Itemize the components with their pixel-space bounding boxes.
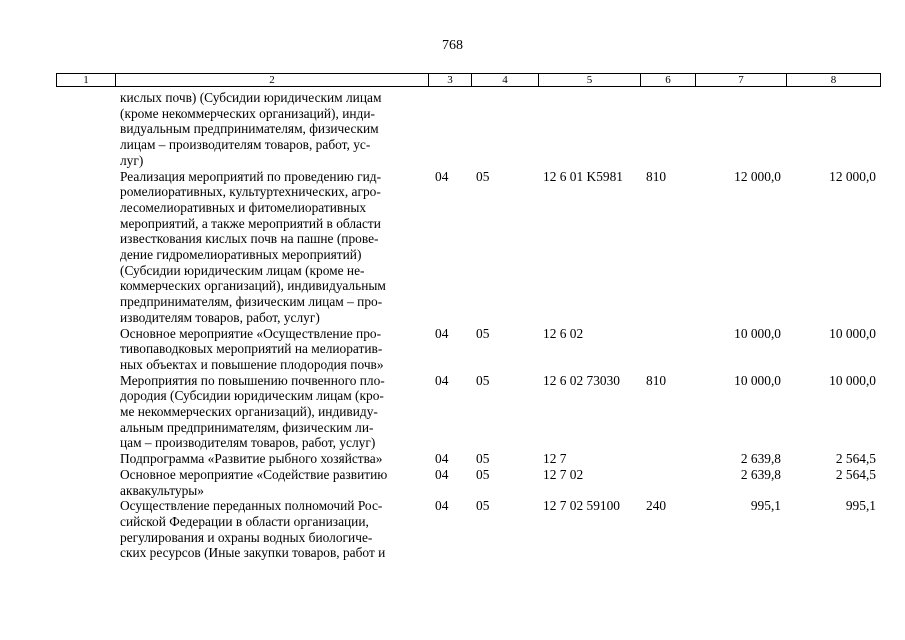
description-line: аквакультуры» [120, 482, 204, 498]
table-row [56, 498, 880, 561]
expense-type-code [640, 326, 695, 373]
amount-year-1: 12 000,0 [734, 168, 781, 184]
section-code: 04 [435, 325, 449, 341]
row-description [56, 451, 428, 467]
description-line: луг) [120, 152, 144, 168]
description-line: мероприятий, а также мероприятий в области [120, 215, 381, 231]
description-line: (кроме некоммерческих организаций), инди- [120, 105, 375, 121]
header-col-7: 7 [696, 74, 787, 87]
table-row [56, 326, 880, 373]
description-line: дородия (Субсидии юридическим лицам (кро- [120, 388, 384, 404]
description-line: дение гидромелиоративных мероприятий) [120, 247, 362, 263]
description-line: ме некоммерческих организаций), индивиду- [120, 404, 378, 420]
table-row [56, 467, 880, 498]
target-article-code: 12 7 [543, 451, 567, 467]
description-line: известкования кислых почв на пашне (прове- [120, 231, 379, 247]
section-code: 04 [435, 498, 449, 514]
amount-year-1 [695, 90, 786, 169]
amount-year-2: 10 000,0 [829, 325, 876, 341]
amount-year-2: 995,1 [845, 498, 876, 514]
amount-year-2: 2 564,5 [835, 466, 876, 482]
description-line: изводителям товаров, работ, услуг) [120, 309, 320, 325]
amount-year-2: 2 564,5 [835, 451, 876, 467]
description-line: Основное мероприятие «Содействие развитию [120, 466, 388, 482]
subsection-code: 05 [476, 168, 490, 184]
table-row [56, 373, 880, 452]
expense-type-code [640, 467, 695, 498]
page-number: 768 [442, 38, 463, 53]
description-line: коммерческих организаций), индивидуальным [120, 278, 386, 294]
description-line: ных объектах и повышение плодородия почв» [120, 356, 384, 372]
description-line: ромелиоративных, культуртехнических, агро- [120, 184, 381, 200]
description-line: Подпрограмма «Развитие рыбного хозяйства» [120, 451, 383, 467]
amount-year-1: 10 000,0 [734, 372, 781, 388]
description-line: сийской Федерации в области организации, [120, 513, 369, 529]
section-code: 04 [435, 168, 449, 184]
target-article-code: 12 6 02 73030 [543, 372, 620, 388]
description-line: кислых почв) (Субсидии юридическим лицам [120, 90, 382, 105]
amount-year-1: 2 639,8 [740, 466, 781, 482]
description-line: (Субсидии юридическим лицам (кроме не- [120, 262, 365, 278]
target-article-code [538, 90, 640, 169]
amount-year-2: 12 000,0 [829, 168, 876, 184]
header-col-3: 3 [429, 74, 472, 87]
subsection-code: 05 [476, 498, 490, 514]
section-code: 04 [435, 451, 449, 467]
budget-table [56, 90, 880, 561]
subsection-code: 05 [476, 372, 490, 388]
header-col-6: 6 [641, 74, 696, 87]
description-line: регулирования и охраны водных биологиче- [120, 529, 373, 545]
expense-type-code [640, 451, 695, 467]
expense-type-code: 810 [646, 372, 667, 388]
row-description [56, 90, 428, 169]
row-description [56, 498, 428, 561]
subsection-code: 05 [476, 451, 490, 467]
description-line: предпринимателям, физическим лицам – про- [120, 294, 383, 310]
target-article-code: 12 6 02 [543, 325, 584, 341]
table-row [56, 169, 880, 326]
amount-year-2: 10 000,0 [829, 372, 876, 388]
row-description [56, 373, 428, 452]
header-col-2: 2 [116, 74, 429, 87]
amount-year-2 [786, 90, 880, 169]
table-row [56, 90, 880, 169]
expense-type-code [640, 90, 695, 169]
header-col-5: 5 [539, 74, 641, 87]
row-description [56, 467, 428, 498]
header-col-4: 4 [472, 74, 539, 87]
description-line: цам – производителям товаров, работ, услуг) [120, 435, 376, 451]
description-line: лесомелиоративных и фитомелиоративных [120, 199, 367, 215]
table-row [56, 451, 880, 467]
subsection-code [471, 90, 538, 169]
subsection-code: 05 [476, 466, 490, 482]
description-line: лицам – производителям товаров, работ, ус- [120, 137, 371, 153]
amount-year-1: 995,1 [750, 498, 781, 514]
table-header [56, 73, 881, 87]
expense-type-code: 240 [646, 498, 667, 514]
target-article-code: 12 7 02 [543, 466, 584, 482]
subsection-code: 05 [476, 325, 490, 341]
row-description [56, 169, 428, 326]
section-code [428, 90, 471, 169]
header-col-1: 1 [57, 74, 116, 87]
expense-type-code: 810 [646, 168, 667, 184]
description-line: Реализация мероприятий по проведению гид- [120, 168, 382, 184]
amount-year-1: 10 000,0 [734, 325, 781, 341]
header-col-8: 8 [787, 74, 881, 87]
description-line: альным предпринимателям, физическим ли- [120, 419, 374, 435]
description-line: Мероприятия по повышению почвенного пло- [120, 372, 385, 388]
section-code: 04 [435, 466, 449, 482]
target-article-code: 12 7 02 59100 [543, 498, 620, 514]
description-line: Основное мероприятие «Осуществление про- [120, 325, 382, 341]
row-description [56, 326, 428, 373]
table-body [56, 90, 880, 561]
target-article-code: 12 6 01 K5981 [543, 168, 623, 184]
description-line: Осуществление переданных полномочий Рос- [120, 498, 383, 514]
description-line: ских ресурсов (Иные закупки товаров, работ и [120, 545, 386, 561]
section-code: 04 [435, 372, 449, 388]
amount-year-1: 2 639,8 [740, 451, 781, 467]
description-line: видуальным предпринимателям, физическим [120, 121, 379, 137]
description-line: тивопаводковых мероприятий на мелиоратив- [120, 341, 383, 357]
